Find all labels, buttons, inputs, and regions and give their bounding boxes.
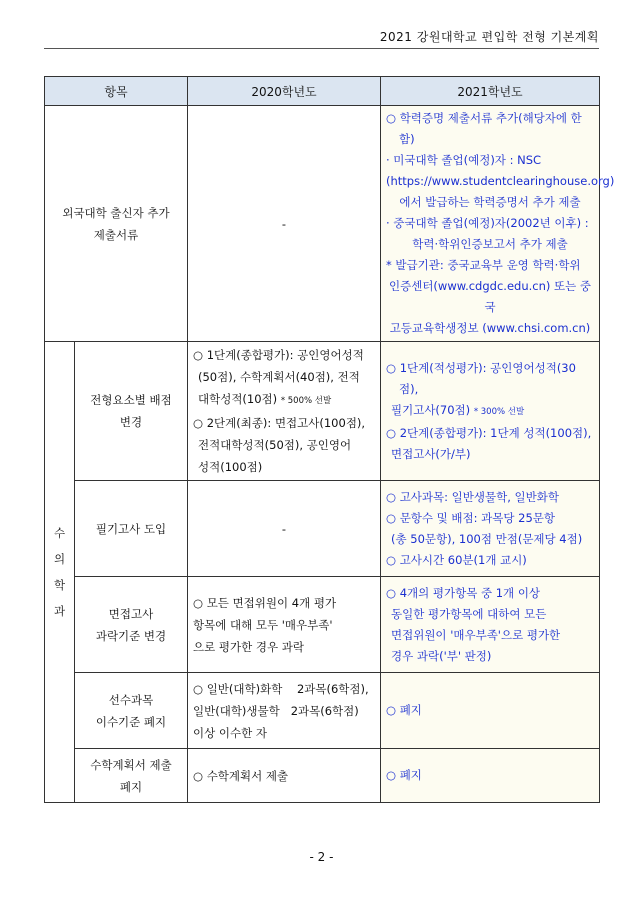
text-line: 학력·학위인증보고서 추가 제출 <box>412 237 568 251</box>
text-line: ○ 폐지 <box>386 703 422 717</box>
text-line: 이상 이수한 자 <box>193 725 267 740</box>
table-row <box>45 342 600 481</box>
cell-2020 <box>188 106 381 342</box>
text-line: ○ 학력증명 제출서류 추가(해당자에 한함) <box>386 111 582 146</box>
label-line: 변경 <box>119 415 143 429</box>
text-line: (총 50문항), 100점 만점(문제당 4점) <box>391 531 583 546</box>
text-line: 으로 평가한 경우 과락 <box>193 639 304 654</box>
row-label-foreign-docs <box>45 106 188 342</box>
dash-text: - <box>281 521 287 536</box>
text-line: ○ 모든 면접위원이 4개 평가 <box>193 595 337 610</box>
cell-2020 <box>188 673 381 749</box>
category-char: 수 <box>53 526 66 540</box>
text-line: ○ 수학계획서 제출 <box>193 768 289 783</box>
cell-2021 <box>381 749 600 803</box>
category-char: 과 <box>53 604 66 618</box>
label-line: 폐지 <box>119 779 143 794</box>
label-line: 과락기준 변경 <box>95 628 167 643</box>
label-line: 외국대학 출신자 추가 <box>62 205 170 220</box>
table-row <box>45 481 600 577</box>
category-medicine <box>45 342 75 803</box>
cell-2020 <box>188 749 381 803</box>
text-line: 항목에 대해 모두 '매우부족' <box>193 617 333 632</box>
text-line: 동일한 평가항목에 대하여 모든 <box>391 606 547 621</box>
label-line: 필기고사 도입 <box>95 521 167 536</box>
label-line: 수학계획서 제출 <box>90 757 172 772</box>
text-line: 필기고사(70점) <box>391 402 471 417</box>
text-line: ○ 고사과목: 일반생물학, 일반화학 <box>386 489 559 504</box>
text-line: 에서 발급하는 학력증명서 추가 제출 <box>399 195 581 209</box>
comparison-table <box>44 76 615 803</box>
table-row <box>45 106 600 342</box>
text-line: 일반(대학)생물학 2과목(6학점) <box>193 703 359 718</box>
category-char: 학 <box>53 578 66 592</box>
row-label-score <box>75 342 188 481</box>
cell-2021 <box>381 673 600 749</box>
cell-2021 <box>381 106 615 342</box>
text-line: * 발급기관: 중국교육부 운영 학력·학위 <box>386 258 581 272</box>
table-row <box>45 749 600 803</box>
table-row <box>45 673 600 749</box>
text-line: ○ 고사시간 60분(1개 교시) <box>386 552 527 567</box>
cell-2020 <box>188 342 381 481</box>
row-label-written-exam <box>75 481 188 577</box>
text-line: 전적대학성적(50점), 공인영어 <box>198 438 352 452</box>
header-2021: 2021학년도 <box>381 77 600 106</box>
text-line: ○ 2단계(최종): 면접고사(100점), <box>193 416 366 430</box>
note-text: * 500% 선발 <box>280 396 332 406</box>
text-line: (50점), 수학계획서(40점), 전적 <box>198 370 360 384</box>
header-2020: 2020학년도 <box>188 77 381 106</box>
table-header-row <box>45 77 600 106</box>
cell-2020 <box>188 577 381 673</box>
text-line: · 미국대학 졸업(예정)자 : NSC <box>386 153 542 167</box>
text-line: 성적(100점) <box>198 460 263 474</box>
cell-2021 <box>381 481 600 577</box>
category-char: 의 <box>53 552 66 566</box>
label-line: 전형요소별 배점 <box>90 393 172 407</box>
note-text: * 300% 선발 <box>473 406 525 417</box>
text-line: ○ 폐지 <box>386 768 422 782</box>
text-line: ○ 1단계(적성평가): 공인영어성적(30점), <box>386 360 576 396</box>
text-line: ○ 일반(대학)화학 2과목(6학점), <box>193 681 369 696</box>
document-header: 2021 강원대학교 편입학 전형 기본계획 <box>379 30 599 44</box>
text-line: 인증센터(www.cdgdc.edu.cn) 또는 중국 <box>389 279 591 314</box>
dash-text: - <box>281 216 287 231</box>
label-line: 이수기준 폐지 <box>95 714 167 729</box>
text-line: ○ 문항수 및 배점: 과목당 25문항 <box>386 510 556 525</box>
text-line: ○ 2단계(종합평가): 1단계 성적(100점), <box>386 425 592 440</box>
text-line: ○ 4개의 평가항목 중 1개 이상 <box>386 585 541 600</box>
text-line: 면접위원이 '매우부족'으로 평가한 <box>391 627 561 642</box>
row-label-study-plan <box>75 749 188 803</box>
header-divider <box>44 48 599 49</box>
text-line: ○ 1단계(종합평가): 공인영어성적 <box>193 348 364 362</box>
text-line: 면접고사(가/부) <box>391 446 471 461</box>
label-line: 면접고사 <box>108 606 154 621</box>
text-line: 대학성적(10점) <box>198 392 278 406</box>
label-line: 제출서류 <box>93 227 139 242</box>
page-number: - 2 - <box>309 850 334 864</box>
text-line: 경우 과락('부' 판정) <box>391 648 492 663</box>
row-label-prerequisite <box>75 673 188 749</box>
table-row <box>45 577 600 673</box>
text-line: · 중국대학 졸업(예정)자(2002년 이후) : <box>386 216 589 230</box>
header-item: 항목 <box>45 77 188 106</box>
text-line: 고등교육학생정보 (www.chsi.com.cn) <box>389 321 591 335</box>
label-line: 선수과목 <box>108 692 154 707</box>
cell-2021 <box>381 577 600 673</box>
text-line: (https://www.studentclearinghouse.org) <box>386 174 615 188</box>
cell-2021 <box>381 342 600 481</box>
row-label-interview <box>75 577 188 673</box>
cell-2020 <box>188 481 381 577</box>
